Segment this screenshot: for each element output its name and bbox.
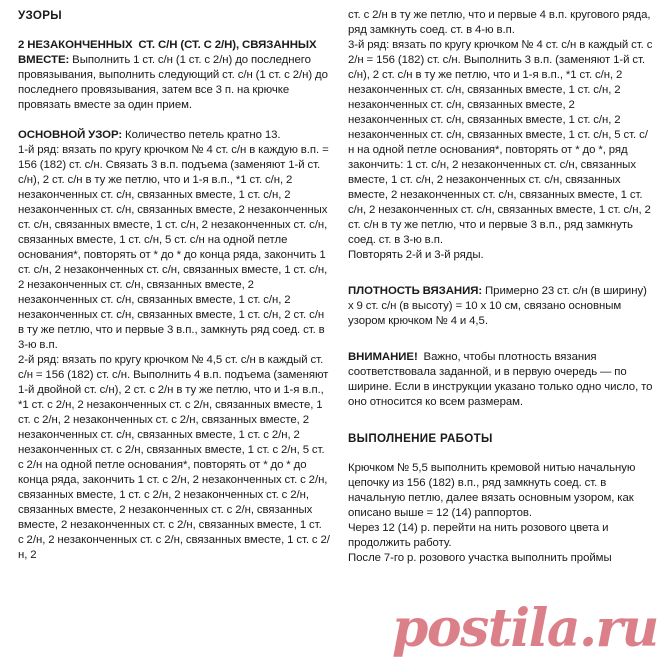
spacer <box>348 410 654 431</box>
work-instructions-paragraph-2: Через 12 (14) р. перейти на нить розового цвета и продолжить работу. <box>348 522 612 549</box>
spacer <box>18 23 330 38</box>
main-pattern-lead-label: ОСНОВНОЙ УЗОР: <box>18 129 123 141</box>
attention-body-text: Важно, чтобы плотность вязания соответствовала заданной, и в первую очередь — по ширине. Если в инструкции указано только одно число, то оно относится ко всем размерам. <box>348 351 656 408</box>
work-instructions-title: ВЫПОЛНЕНИЕ РАБОТЫ <box>348 432 493 445</box>
attention-section <box>348 350 654 410</box>
gauge-lead-label: ПЛОТНОСТЬ ВЯЗАНИЯ: <box>348 285 483 297</box>
watermark-text: postila.ru <box>392 598 658 659</box>
gauge-section <box>348 284 654 329</box>
definition-two-unfinished-stitches <box>18 38 330 113</box>
spacer <box>348 446 654 461</box>
gauge-body-text: Примерно 23 ст. с/н (в ширину) х 9 ст. с/н (в высоту) = 10 х 10 см, связано основным узором крючком № 4 и 4,5. <box>348 285 650 327</box>
spacer <box>348 263 654 284</box>
left-column <box>18 0 330 563</box>
definition-body-text: Выполнить 1 ст. с/н (1 ст. с 2/н) до последнего провязывания, выполнить следующий ст. с/н (1 ст. с 2/н) до последнего провязывания, затем все 3 п. на крючке провязать вместе за один прием. <box>18 54 331 111</box>
row-2-instructions: 2-й ряд: вязать по кругу крючком № 4,5 ст. с/н в каждый ст. с/н = 156 (182) ст. с/н. Выполнить 4 в.п. подъема (заменяют 1-й двойной ст. с/н), 2 ст. с 2/н в ту же петлю, что и 1-я в.п., *1 ст. с 2/н, 2 незаконченных ст. с 2/н, связанных вместе, 1 ст. с 2/н, 2 незаконченных ст. с 2/н, связанных вместе, 2 незаконченных ст. с/н, связанных вместе, 1 ст. с 2/н, 2 незаконченных ст. с 2/н, связанных вместе, 1 ст. с 2/н, 5 ст. с 2/н на одной петле основания*, повторять от * до * до конца ряда, закончить 1 ст. с 2/н, 2 незаконченных ст. с 2/н, связанных вместе, 1 ст. с 2/н, 2 незаконченных ст. с 2/н, связанных вместе, 2 незаконченных ст. с 2/н, связанных вместе, 2 незаконченных ст. с 2/н, связанных вместе, 1 ст. с 2/н, 2 незаконченных ст. с 2/н, связанных вместе, 1 ст. с 2/н, 2 <box>18 354 332 561</box>
work-instructions-paragraph-3: После 7-го р. розового участка выполнить проймы <box>348 552 612 564</box>
row-3-instructions: 3-й ряд: вязать по кругу крючком № 4 ст. с/н в каждый ст. с 2/н = 156 (182) ст. с/н. Выполнить 3 в.п. (заменяют 1-й ст. с/н), 2 ст. с/н в ту же петлю, что и 1-я в.п., *1 ст. с/н, 2 незаконченных ст. с/н, связанных вместе, 1 ст. с/н, 2 незаконченных ст. с/н, связанных вместе, 2 незаконченных ст. с/н, связанных вместе, 1 ст. с/н, 2 незаконченных ст. с/н, связанных вместе, 1 ст. с/н, 5 ст. с/н на одной петле основания*, повторять от * до *, ряд закончить: 1 ст. с/н, 2 незаконченных ст. с/н, связанных вместе, 1 ст. с/н, 2 незаконченных ст. с/н, связанных вместе, 2 незаконченных ст. с/н, связанных вместе, 1 ст. с/н, 2 незаконченных ст. с/н, связанных вместе, 1 ст. с/н, 2 ст. с/н в ту же петлю, что и первые 3 в.п., ряд замкнуть соед. ст. в 3-ю в.п. <box>348 39 656 246</box>
row-2-instructions-continued: ст. с 2/н в ту же петлю, что и первые 4 в.п. кругового ряда, ряд замкнуть соед. ст. в 4-ю в.п. <box>348 9 654 36</box>
attention-lead-label: ВНИМАНИЕ! <box>348 351 418 363</box>
repeat-rows-note: Повторять 2-й и 3-й ряды. <box>348 249 484 261</box>
work-instructions-paragraph-1: Крючком № 5,5 выполнить кремовой нитью начальную цепочку из 156 (182) в.п., ряд замкнуть соед. ст. в начальную петлю, далее вязать основным узором, как описано выше = 12 (14) раппортов. <box>348 462 639 519</box>
watermark-postila <box>392 600 660 658</box>
definition-lead-label: 2 НЕЗАКОНЧЕННЫХ СТ. С/Н (СТ. С 2/Н), СВЯЗАННЫХ ВМЕСТЕ: <box>18 39 320 66</box>
page-title: УЗОРЫ <box>18 9 62 22</box>
right-column <box>348 0 654 566</box>
row-1-instructions: 1-й ряд: вязать по кругу крючком № 4 ст. с/н в каждую в.п. = 156 (182) ст. с/н. Связать 3 в.п. подъема (заменяют 1-й ст. с/н), 2 ст. с/н в ту же петлю, что и 1-я в.п., *1 ст. с/н, 2 незаконченных ст. с/н, связанных вместе, 1 ст. с/н, 2 незаконченных ст. с/н, связанных вместе, 2 незаконченных ст. с/н, связанных вместе, 1 ст. с/н, 2 незаконченных ст. с/н, связанных вместе, 1 ст. с/н, 5 ст. с/н на одной петле основания*, повторять от * до * до конца ряда, закончить 1 ст. с/н, 2 незаконченных ст. с/н, связанных вместе, 1 ст. с/н, 2 незаконченных ст. с/н, связанных вместе, 2 незаконченных ст. с/н, связанных вместе, 1 ст. с/н, 2 незаконченных ст. с/н, связанных вместе, 1 ст. с/н, 2 ст. с/н в ту же петлю, что и первые 3 в.п., замкнуть ряд соед. ст. в 3-ю в.п. <box>18 144 332 351</box>
spacer <box>348 329 654 350</box>
main-pattern-intro <box>18 128 330 143</box>
main-pattern-body-text: Количество петель кратно 13. <box>122 129 281 141</box>
spacer <box>18 113 330 128</box>
